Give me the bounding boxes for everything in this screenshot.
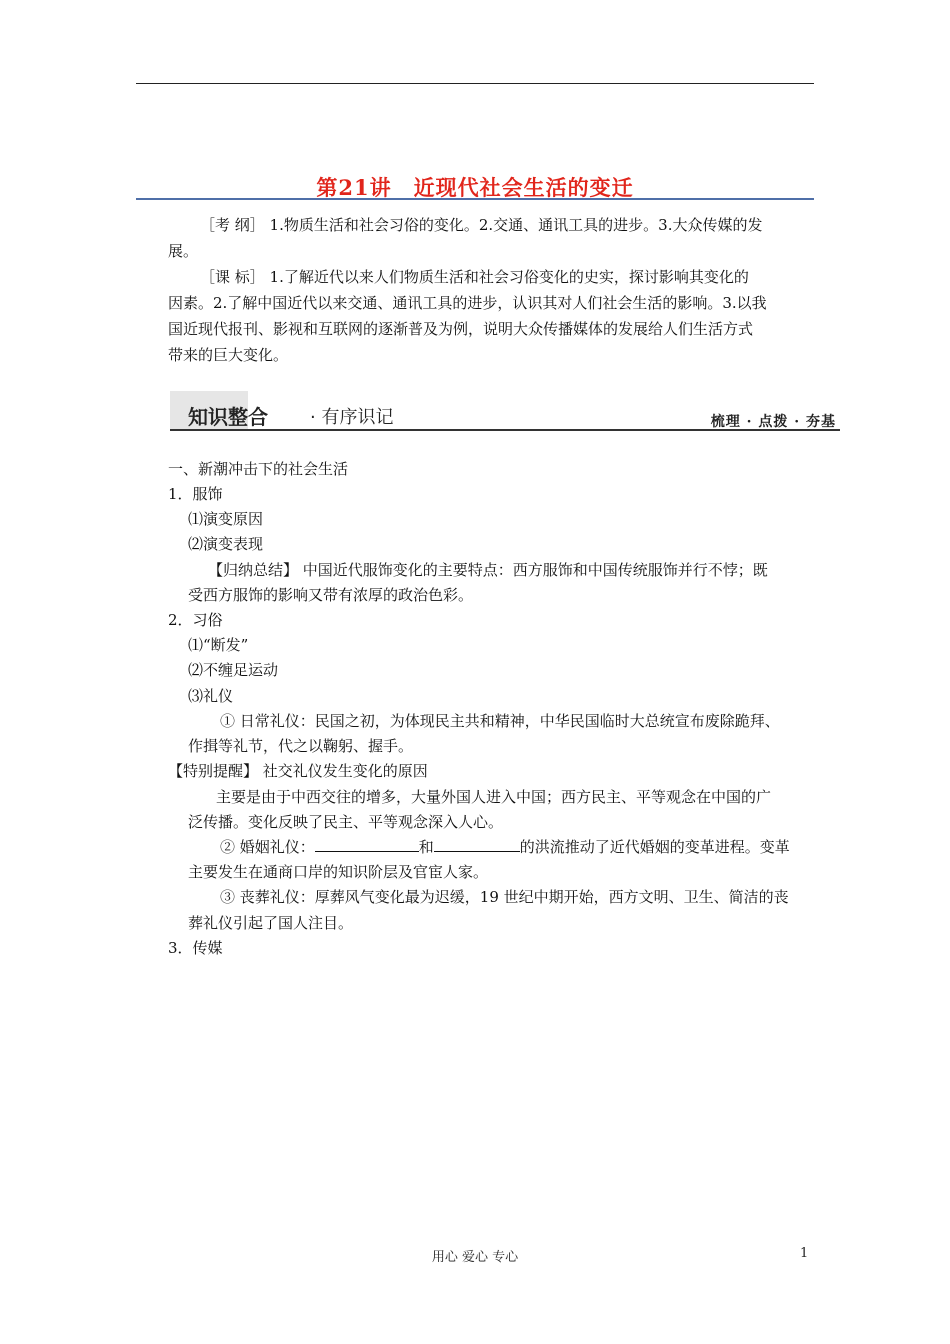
marriage-line-1 — [220, 835, 790, 860]
kebiao-line-1 — [168, 264, 814, 290]
summary-label: 【归纳总结】 — [208, 561, 299, 579]
section-banner — [170, 391, 840, 435]
kebiao-line-3: 国近现代报刊、影视和互联网的逐渐普及为例，说明大众传播媒体的发展给人们生活方式 — [168, 320, 754, 338]
item-customs: 2．习俗 — [168, 611, 223, 629]
title-underline — [136, 198, 814, 200]
marriage-and: 和 — [418, 838, 434, 856]
banner-subtitle: · 有序识记 — [310, 407, 394, 428]
footer-text: 用心 爱心 专心 — [431, 1250, 519, 1265]
remind-text: 社交礼仪发生变化的原因 — [258, 762, 428, 780]
section-heading: 一、新潮冲击下的社会生活 — [168, 460, 349, 478]
page-number: 1 — [800, 1246, 809, 1261]
funeral-line-2: 葬礼仪引起了国人注目。 — [188, 914, 354, 932]
kaogang-label: ［考 纲］ — [200, 216, 265, 234]
fill-blank-1[interactable] — [315, 837, 419, 852]
banner-rule — [170, 429, 840, 431]
kaogang-line-1 — [168, 212, 814, 238]
summary-line-2: 受西方服饰的影响又带有浓厚的政治色彩。 — [188, 586, 474, 604]
item-media: 3．传媒 — [168, 939, 223, 957]
kebiao-label: ［课 标］ — [200, 268, 265, 286]
banner-tagline: 梳理 · 点拨 · 夯基 — [710, 414, 836, 430]
kaogang-line-2: 展。 — [168, 242, 199, 260]
marriage-line-2: 主要发生在通商口岸的知识阶层及官宦人家。 — [188, 863, 489, 881]
item-customs-hair: ⑴“断发” — [188, 636, 249, 654]
reason-line-1: 主要是由于中西交往的增多，大量外国人进入中国；西方民主、平等观念在中国的广 — [216, 788, 772, 806]
summary-line-1 — [208, 558, 768, 583]
item-clothing-cause: ⑴演变原因 — [188, 510, 264, 528]
remind-line — [168, 759, 428, 784]
reason-line-2: 泛传播。变化反映了民主、平等观念深入人心。 — [188, 813, 504, 831]
kaogang-text-1: 1.物质生活和社会习俗的变化。2.交通、通讯工具的进步。3.大众传媒的发 — [264, 216, 763, 234]
kebiao-line-2: 因素。2.了解中国近代以来交通、通讯工具的进步，认识其对人们社会生活的影响。3.以我 — [168, 294, 767, 312]
page-title: 第21讲 近现代社会生活的变迁 — [316, 175, 634, 200]
marriage-suffix: 的洪流推动了近代婚姻的变革进程。变革 — [519, 838, 790, 856]
funeral-line-1: ③ 丧葬礼仪：厚葬风气变化最为迟缓，19 世纪中期开始，西方文明、卫生、简洁的丧 — [220, 888, 789, 906]
kaogang-block — [168, 212, 814, 264]
kebiao-line-4: 带来的巨大变化。 — [168, 346, 289, 364]
header-rule — [136, 83, 814, 84]
daily-etiquette-line-1: ① 日常礼仪：民国之初，为体现民主共和精神，中华民国临时大总统宣布废除跪拜、 — [220, 712, 780, 730]
item-clothing: 1．服饰 — [168, 485, 223, 503]
kebiao-block — [168, 264, 814, 368]
remind-label: 【特别提醒】 — [168, 762, 259, 780]
banner-main-title: 知识整合 — [188, 405, 268, 429]
marriage-prefix: ② 婚姻礼仪： — [220, 838, 315, 856]
fill-blank-2[interactable] — [434, 837, 520, 852]
item-clothing-performance: ⑵演变表现 — [188, 535, 264, 553]
kebiao-text-1: 1.了解近代以来人们物质生活和社会习俗变化的史实，探讨影响其变化的 — [264, 268, 749, 286]
daily-etiquette-line-2: 作揖等礼节，代之以鞠躬、握手。 — [188, 737, 414, 755]
summary-text-1: 中国近代服饰变化的主要特点：西方服饰和中国传统服饰并行不悖；既 — [298, 561, 768, 579]
item-customs-footbinding: ⑵不缠足运动 — [188, 661, 279, 679]
item-customs-etiquette: ⑶礼仪 — [188, 687, 234, 705]
